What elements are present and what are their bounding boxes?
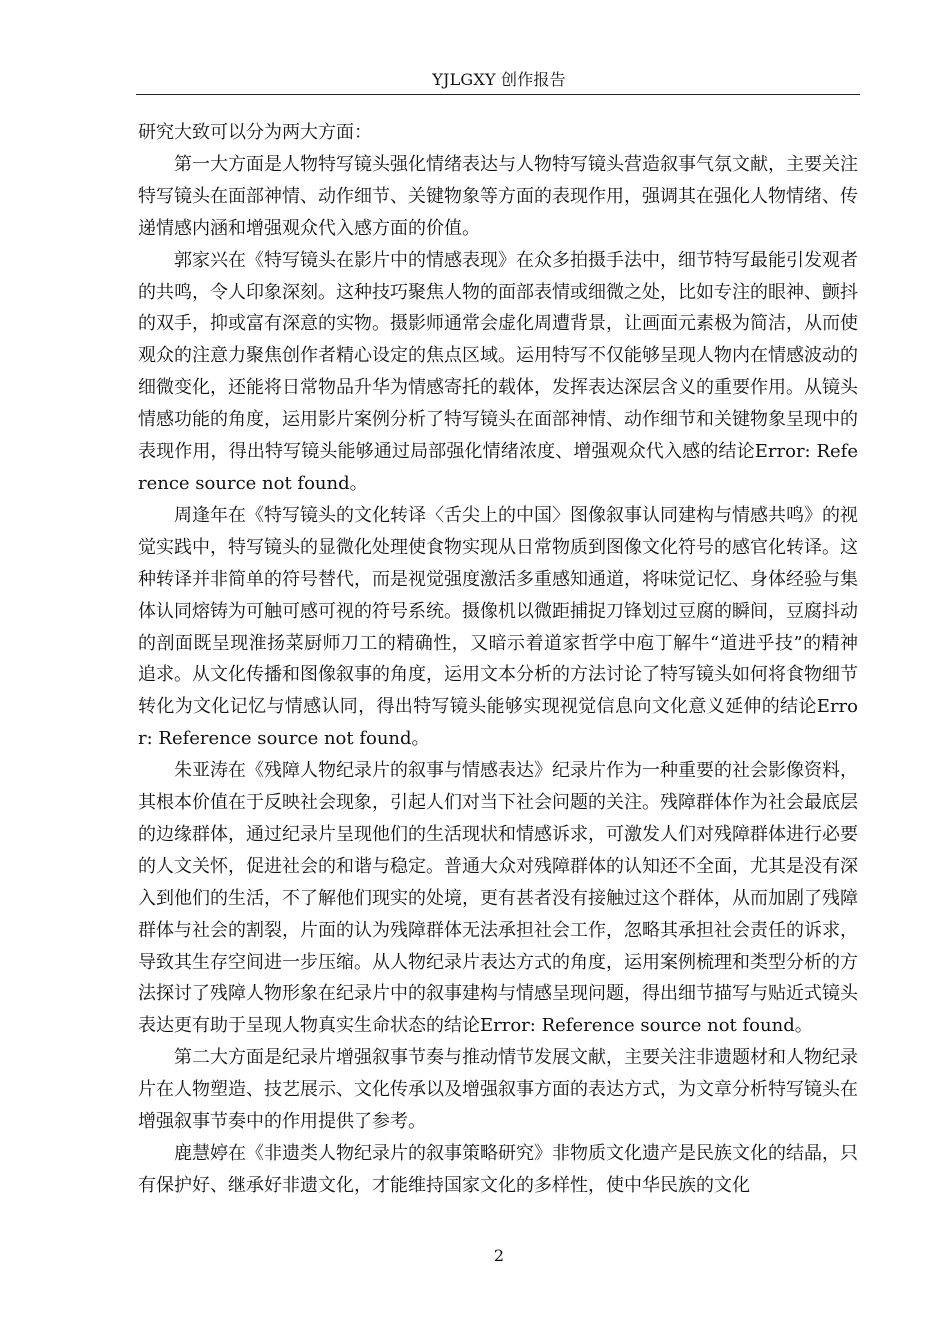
page-number: 2	[493, 1246, 505, 1265]
paragraph-intro: 研究大致可以分为两大方面：	[138, 122, 372, 143]
paragraph-guo-jiaxing: 郭家兴在《特写镜头在影片中的情感表现》在众多拍摄手法中，细节特写最能引发观者的共鸣，令人印象深刻。这种技巧聚焦人物的面部表情或细微之处，比如专注的眼神、颤抖的双手，抑或富有深意的实物。摄影师通常会虚化周遭背景，让画面元素极为简洁，从而使观众的注意力聚焦创作者精心设定的焦点区域。运用特写不仅能够呈现人物内在情感波动的细微变化，还能将日常物品升华为情感寄托的载体，发挥表达深层含义的重要作用。从镜头情感功能的角度，运用影片案例分析了特写镜头在面部神情、动作细节和关键物象呈现中的表现作用，得出特写镜头能够通过局部强化情绪浓度、增强观众代入感的结论Error: Reference source not found。	[138, 249, 858, 494]
page-header: YJLGXY 创作报告	[432, 70, 566, 89]
paragraph-first-aspect: 第一大方面是人物特写镜头强化情绪表达与人物特写镜头营造叙事气氛文献，主要关注特写镜头在面部神情、动作细节、关键物象等方面的表现作用，强调其在强化人物情绪、传递情感内涵和增强观众代入感方面的价值。	[138, 153, 858, 239]
paragraph-zhou-fengnian: 周逢年在《特写镜头的文化转译〈舌尖上的中国〉图像叙事认同建构与情感共鸣》的视觉实践中，特写镜头的显微化处理使食物实现从日常物质到图像文化符号的感官化转译。这种转译并非简单的符号替代，而是视觉强度激活多重感知通道，将味觉记忆、身体经验与集体认同熔铸为可触可感可视的符号系统。摄像机以微距捕捉刀锋划过豆腐的瞬间，豆腐抖动的剖面既呈现淮扬菜厨师刀工的精确性，又暗示着道家哲学中庖丁解牛“道进乎技”的精神追求。从文化传播和图像叙事的角度，运用文本分析的方法讨论了特写镜头如何将食物细节转化为文化记忆与情感认同，得出特写镜头能够实现视觉信息向文化意义延伸的结论Error: Reference source not found。	[138, 504, 858, 750]
document-body	[138, 117, 858, 1202]
paragraph-second-aspect: 第二大方面是纪录片增强叙事节奏与推动情节发展文献，主要关注非遗题材和人物纪录片在人物塑造、技艺展示、文化传承以及增强叙事方面的表达方式，为文章分析特写镜头在增强叙事节奏中的作用提供了参考。	[138, 1047, 858, 1133]
paragraph-lu-huiting: 鹿慧婷在《非遗类人物纪录片的叙事策略研究》非物质文化遗产是民族文化的结晶，只有保护好、继承好非遗文化，才能维持国家文化的多样性，使中华民族的文化	[138, 1143, 858, 1196]
header-divider	[136, 94, 860, 95]
paragraph-zhu-yatao: 朱亚涛在《残障人物纪录片的叙事与情感表达》纪录片作为一种重要的社会影像资料，其根本价值在于反映社会现象，引起人们对当下社会问题的关注。残障群体作为社会最底层的边缘群体，通过纪录片呈现他们的生活现状和情感诉求，可激发人们对残障群体进行必要的人文关怀，促进社会的和谐与稳定。普通大众对残障群体的认知还不全面，尤其是没有深入到他们的生活，不了解他们现实的处境，更有甚者没有接触过这个群体，从而加剧了残障群体与社会的割裂，片面的认为残障群体无法承担社会工作，忽略其承担社会责任的诉求，导致其生存空间进一步压缩。从人物纪录片表达方式的角度，运用案例梳理和类型分析的方法探讨了残障人物形象在纪录片中的叙事建构与情感呈现问题，得出细节描写与贴近式镜头表达更有助于呈现人物真实生命状态的结论Error: Reference source not found。	[138, 760, 858, 1037]
